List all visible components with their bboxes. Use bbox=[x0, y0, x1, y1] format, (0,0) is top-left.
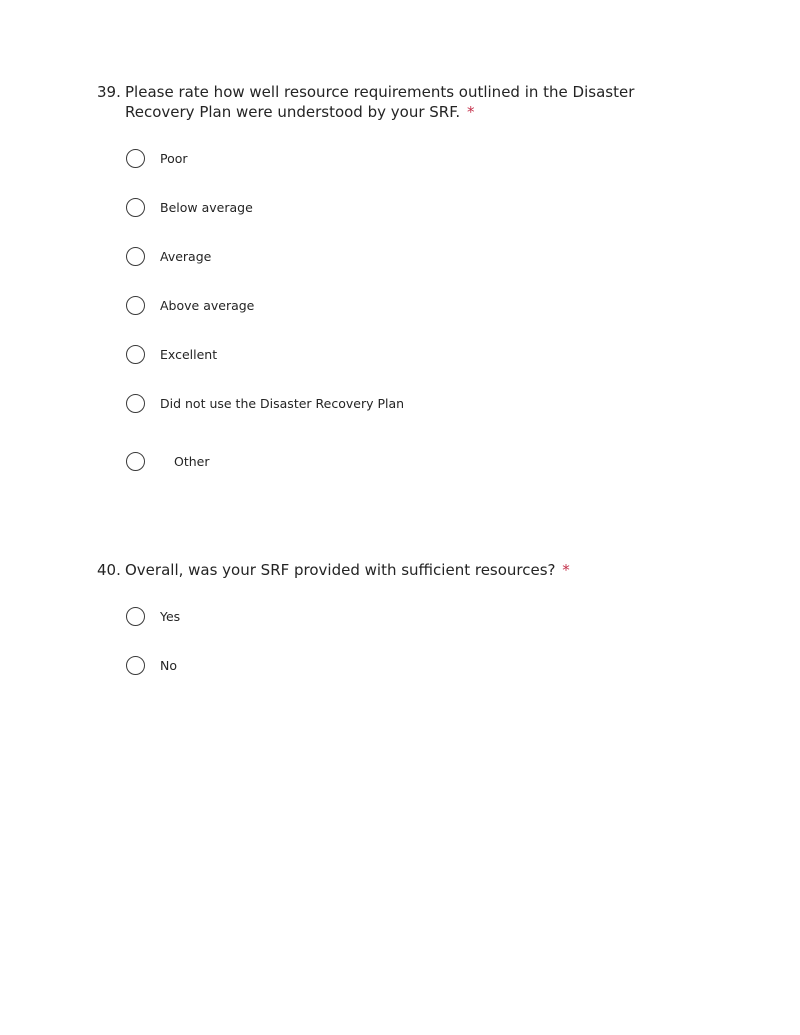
option-label: Average bbox=[160, 248, 212, 264]
radio-button[interactable] bbox=[126, 345, 145, 364]
radio-button[interactable] bbox=[126, 394, 145, 413]
option-label: No bbox=[160, 657, 177, 673]
question-title bbox=[97, 82, 637, 122]
option-average[interactable] bbox=[126, 245, 211, 267]
radio-button[interactable] bbox=[126, 198, 145, 217]
radio-button[interactable] bbox=[126, 656, 145, 675]
option-label: Above average bbox=[160, 297, 255, 313]
question-number: 40. bbox=[97, 561, 121, 579]
question-number: 39. bbox=[97, 83, 121, 101]
option-other[interactable] bbox=[126, 450, 210, 472]
radio-button[interactable] bbox=[126, 296, 145, 315]
radio-button[interactable] bbox=[126, 452, 145, 471]
question-title bbox=[97, 560, 657, 580]
option-label: Other bbox=[174, 453, 210, 469]
option-did-not-use-plan[interactable] bbox=[126, 392, 404, 414]
option-above-average[interactable] bbox=[126, 294, 254, 316]
option-no[interactable] bbox=[126, 654, 177, 676]
required-asterisk: * bbox=[466, 103, 475, 121]
option-below-average[interactable] bbox=[126, 196, 253, 218]
option-label: Yes bbox=[160, 608, 181, 624]
question-text: Overall, was your SRF provided with sufficient resources? * bbox=[125, 561, 570, 579]
radio-button[interactable] bbox=[126, 607, 145, 626]
option-label: Below average bbox=[160, 199, 253, 215]
question-text: Please rate how well resource requirements outlined in the Disaster Recovery Plan were understood by your SRF. * bbox=[125, 83, 635, 121]
option-yes[interactable] bbox=[126, 605, 180, 627]
radio-button[interactable] bbox=[126, 149, 145, 168]
option-poor[interactable] bbox=[126, 147, 188, 169]
radio-button[interactable] bbox=[126, 247, 145, 266]
option-excellent[interactable] bbox=[126, 343, 217, 365]
option-label: Poor bbox=[160, 150, 188, 166]
option-label: Excellent bbox=[160, 346, 218, 362]
option-label: Did not use the Disaster Recovery Plan bbox=[160, 395, 405, 411]
required-asterisk: * bbox=[562, 561, 570, 579]
